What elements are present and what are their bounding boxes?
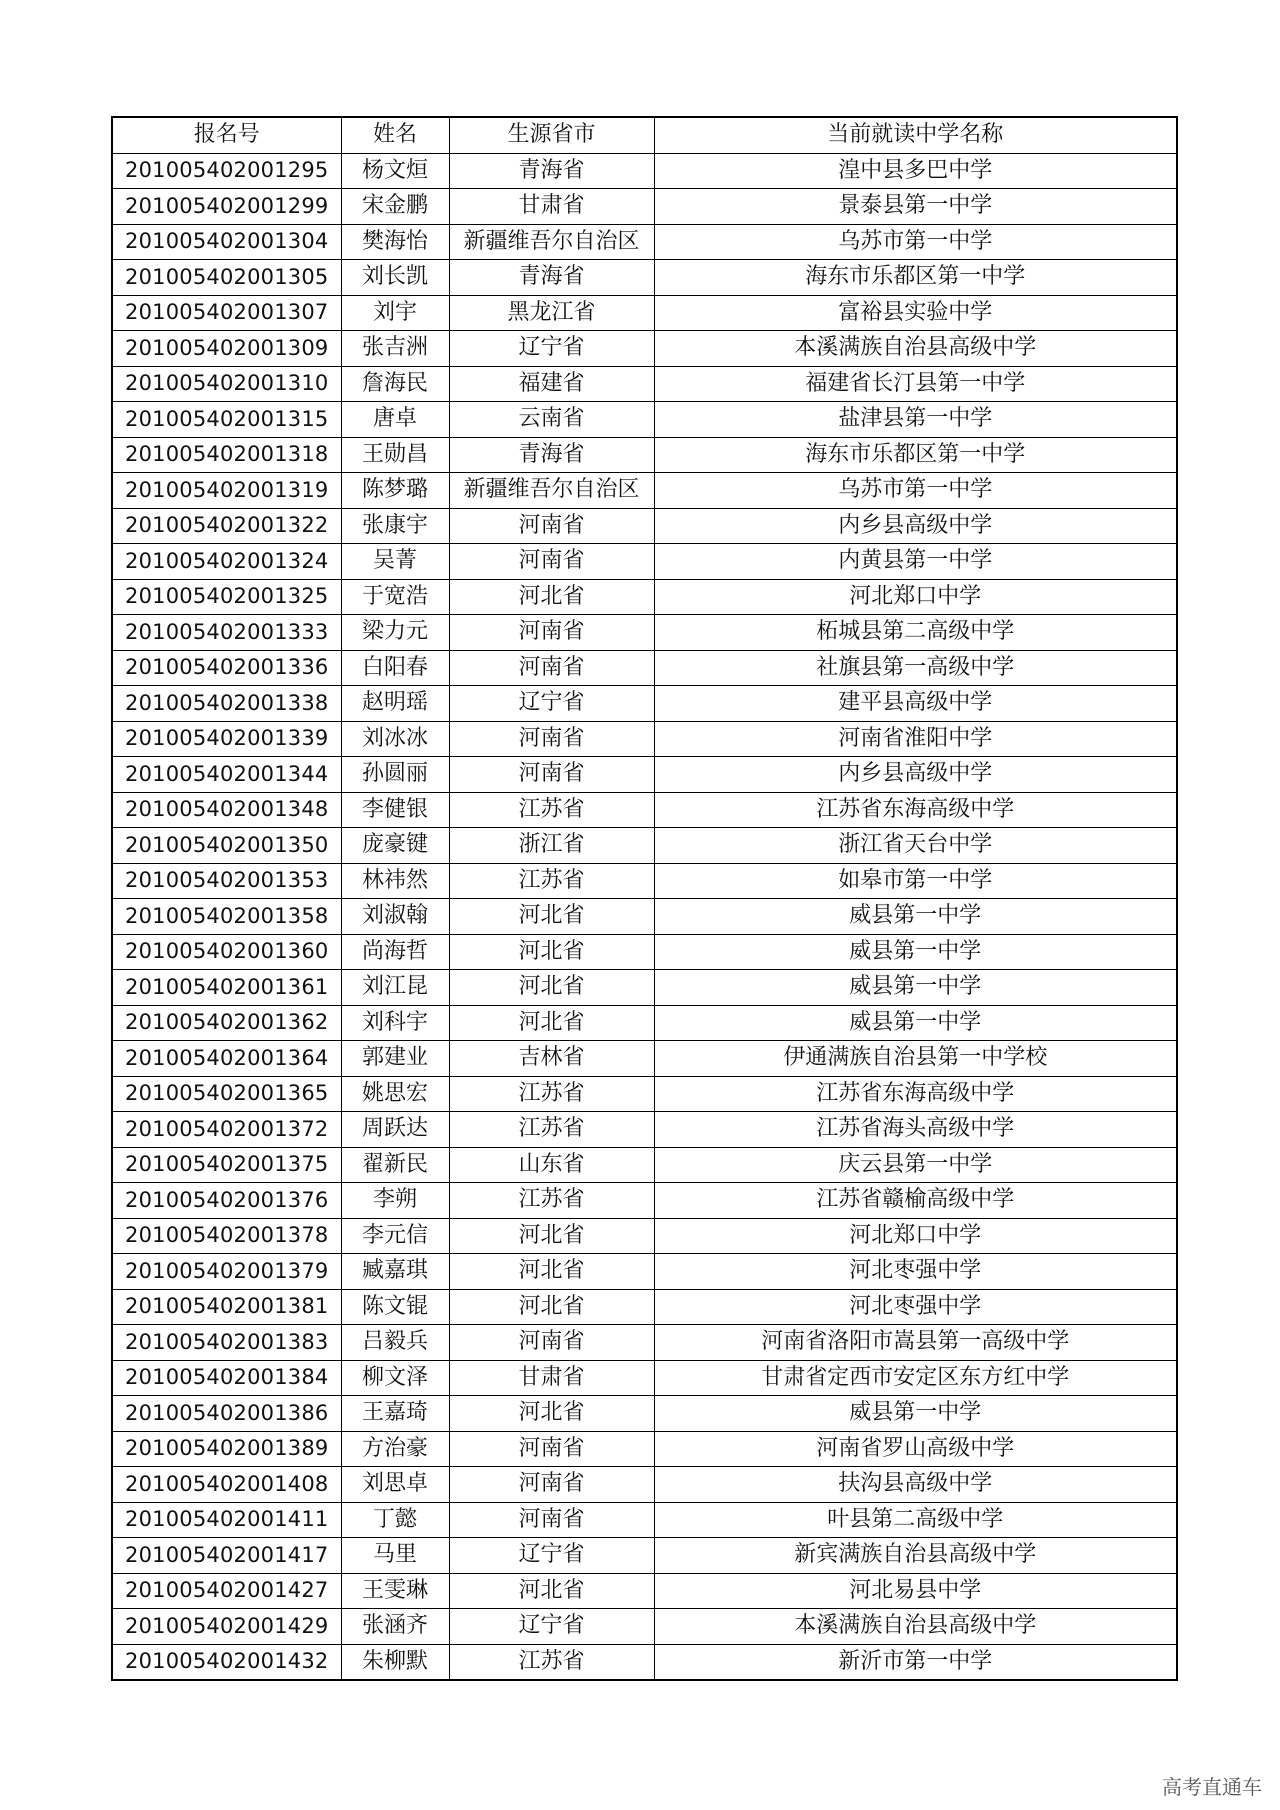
table-header: [112, 117, 1177, 153]
province-cell: 甘肃省: [449, 189, 654, 225]
school-name-cell: 伊通满族自治县第一中学校: [654, 1041, 1177, 1077]
school-name-cell: 新沂市第一中学: [654, 1644, 1177, 1680]
school-name-cell: 河北枣强中学: [654, 1254, 1177, 1290]
table-row: [112, 686, 1177, 722]
province-cell: 河北省: [449, 1005, 654, 1041]
province-cell: 河南省: [449, 615, 654, 651]
registration-number-cell: 201005402001333: [112, 615, 341, 651]
registration-number-cell: 201005402001429: [112, 1609, 341, 1645]
table-row: [112, 757, 1177, 793]
school-name-cell: 建平县高级中学: [654, 686, 1177, 722]
province-cell: 江苏省: [449, 792, 654, 828]
province-cell: 江苏省: [449, 1183, 654, 1219]
school-name-cell: 社旗县第一高级中学: [654, 650, 1177, 686]
table-row: [112, 650, 1177, 686]
school-name-cell: 盐津县第一中学: [654, 402, 1177, 438]
province-cell: 河北省: [449, 1254, 654, 1290]
school-name-cell: 河北郑口中学: [654, 1218, 1177, 1254]
province-cell: 河南省: [449, 1502, 654, 1538]
province-cell: 青海省: [449, 437, 654, 473]
table-row: [112, 1360, 1177, 1396]
student-name-cell: 赵明瑶: [341, 686, 449, 722]
table-body: [112, 153, 1177, 1680]
school-name-cell: 如皋市第一中学: [654, 863, 1177, 899]
registration-number-cell: 201005402001353: [112, 863, 341, 899]
school-name-cell: 湟中县多巴中学: [654, 153, 1177, 189]
student-name-cell: 梁力元: [341, 615, 449, 651]
registration-number-cell: 201005402001348: [112, 792, 341, 828]
province-cell: 河北省: [449, 1289, 654, 1325]
school-name-cell: 威县第一中学: [654, 1005, 1177, 1041]
province-cell: 青海省: [449, 153, 654, 189]
school-name-cell: 河北枣强中学: [654, 1289, 1177, 1325]
registration-number-cell: 201005402001361: [112, 970, 341, 1006]
registration-number-cell: 201005402001310: [112, 366, 341, 402]
registration-number-cell: 201005402001344: [112, 757, 341, 793]
school-name-cell: 内黄县第一中学: [654, 544, 1177, 580]
province-cell: 辽宁省: [449, 1609, 654, 1645]
student-name-cell: 吴菁: [341, 544, 449, 580]
province-cell: 河北省: [449, 1218, 654, 1254]
school-name-cell: 江苏省东海高级中学: [654, 1076, 1177, 1112]
table-row: [112, 366, 1177, 402]
registration-number-cell: 201005402001350: [112, 828, 341, 864]
student-name-cell: 张康宇: [341, 508, 449, 544]
registration-number-cell: 201005402001379: [112, 1254, 341, 1290]
table-row: [112, 970, 1177, 1006]
province-cell: 新疆维吾尔自治区: [449, 224, 654, 260]
province-cell: 辽宁省: [449, 686, 654, 722]
registration-number-cell: 201005402001295: [112, 153, 341, 189]
student-name-cell: 柳文泽: [341, 1360, 449, 1396]
table-row: [112, 579, 1177, 615]
registration-number-cell: 201005402001365: [112, 1076, 341, 1112]
student-name-cell: 陈文锟: [341, 1289, 449, 1325]
student-name-cell: 詹海民: [341, 366, 449, 402]
student-name-cell: 姚思宏: [341, 1076, 449, 1112]
student-name-cell: 孙圆丽: [341, 757, 449, 793]
school-name-cell: 海东市乐都区第一中学: [654, 437, 1177, 473]
province-cell: 河北省: [449, 579, 654, 615]
registration-number-cell: 201005402001432: [112, 1644, 341, 1680]
school-name-cell: 庆云县第一中学: [654, 1147, 1177, 1183]
table-row: [112, 1254, 1177, 1290]
registration-number-cell: 201005402001322: [112, 508, 341, 544]
registration-number-cell: 201005402001384: [112, 1360, 341, 1396]
school-name-cell: 河北郑口中学: [654, 579, 1177, 615]
watermark: 高考直通车: [1162, 1775, 1262, 1799]
registration-number-cell: 201005402001389: [112, 1431, 341, 1467]
school-name-cell: 江苏省海头高级中学: [654, 1112, 1177, 1148]
province-cell: 江苏省: [449, 863, 654, 899]
student-name-cell: 刘淑翰: [341, 899, 449, 935]
registration-number-cell: 201005402001305: [112, 260, 341, 296]
school-name-cell: 柘城县第二高级中学: [654, 615, 1177, 651]
table-row: [112, 402, 1177, 438]
table-row: [112, 1076, 1177, 1112]
school-name-cell: 河南省洛阳市嵩县第一高级中学: [654, 1325, 1177, 1361]
province-cell: 福建省: [449, 366, 654, 402]
registration-number-cell: 201005402001427: [112, 1573, 341, 1609]
table-row: [112, 1325, 1177, 1361]
school-name-cell: 甘肃省定西市安定区东方红中学: [654, 1360, 1177, 1396]
school-name-cell: 威县第一中学: [654, 1396, 1177, 1432]
header-school: 当前就读中学名称: [654, 117, 1177, 153]
registration-number-cell: 201005402001299: [112, 189, 341, 225]
student-name-cell: 刘思卓: [341, 1467, 449, 1503]
student-name-cell: 李朔: [341, 1183, 449, 1219]
registration-number-cell: 201005402001315: [112, 402, 341, 438]
student-name-cell: 王嘉琦: [341, 1396, 449, 1432]
school-name-cell: 本溪满族自治县高级中学: [654, 331, 1177, 367]
student-name-cell: 翟新民: [341, 1147, 449, 1183]
table-row: [112, 331, 1177, 367]
table-row: [112, 1573, 1177, 1609]
student-name-cell: 周跃达: [341, 1112, 449, 1148]
student-name-cell: 刘江昆: [341, 970, 449, 1006]
student-name-cell: 林祎然: [341, 863, 449, 899]
student-name-cell: 尚海哲: [341, 934, 449, 970]
student-name-cell: 樊海怡: [341, 224, 449, 260]
table-row: [112, 721, 1177, 757]
registration-number-cell: 201005402001383: [112, 1325, 341, 1361]
province-cell: 吉林省: [449, 1041, 654, 1077]
registration-number-cell: 201005402001376: [112, 1183, 341, 1219]
table-row: [112, 1609, 1177, 1645]
province-cell: 河北省: [449, 1573, 654, 1609]
table-row: [112, 1502, 1177, 1538]
student-name-cell: 刘长凯: [341, 260, 449, 296]
table-row: [112, 1538, 1177, 1574]
table-row: [112, 1112, 1177, 1148]
province-cell: 青海省: [449, 260, 654, 296]
province-cell: 河北省: [449, 934, 654, 970]
province-cell: 江苏省: [449, 1644, 654, 1680]
province-cell: 河北省: [449, 899, 654, 935]
student-name-cell: 刘科宇: [341, 1005, 449, 1041]
student-name-cell: 李元信: [341, 1218, 449, 1254]
table-row: [112, 473, 1177, 509]
table-row: [112, 934, 1177, 970]
school-name-cell: 江苏省东海高级中学: [654, 792, 1177, 828]
header-province: 生源省市: [449, 117, 654, 153]
student-name-cell: 刘冰冰: [341, 721, 449, 757]
school-name-cell: 景泰县第一中学: [654, 189, 1177, 225]
table-row: [112, 1289, 1177, 1325]
province-cell: 河南省: [449, 544, 654, 580]
school-name-cell: 扶沟县高级中学: [654, 1467, 1177, 1503]
school-name-cell: 海东市乐都区第一中学: [654, 260, 1177, 296]
school-name-cell: 本溪满族自治县高级中学: [654, 1609, 1177, 1645]
school-name-cell: 福建省长汀县第一中学: [654, 366, 1177, 402]
school-name-cell: 威县第一中学: [654, 970, 1177, 1006]
province-cell: 河南省: [449, 650, 654, 686]
province-cell: 江苏省: [449, 1112, 654, 1148]
table-row: [112, 260, 1177, 296]
province-cell: 河南省: [449, 757, 654, 793]
registration-number-cell: 201005402001408: [112, 1467, 341, 1503]
enrollment-table: [111, 116, 1178, 1681]
school-name-cell: 河南省淮阳中学: [654, 721, 1177, 757]
province-cell: 辽宁省: [449, 331, 654, 367]
school-name-cell: 威县第一中学: [654, 934, 1177, 970]
student-name-cell: 李健银: [341, 792, 449, 828]
school-name-cell: 河北易县中学: [654, 1573, 1177, 1609]
table-row: [112, 863, 1177, 899]
school-name-cell: 内乡县高级中学: [654, 757, 1177, 793]
student-name-cell: 于宽浩: [341, 579, 449, 615]
student-name-cell: 唐卓: [341, 402, 449, 438]
province-cell: 甘肃省: [449, 1360, 654, 1396]
registration-number-cell: 201005402001304: [112, 224, 341, 260]
province-cell: 河南省: [449, 508, 654, 544]
school-name-cell: 威县第一中学: [654, 899, 1177, 935]
student-name-cell: 宋金鹏: [341, 189, 449, 225]
school-name-cell: 江苏省赣榆高级中学: [654, 1183, 1177, 1219]
school-name-cell: 内乡县高级中学: [654, 508, 1177, 544]
table-row: [112, 437, 1177, 473]
school-name-cell: 乌苏市第一中学: [654, 473, 1177, 509]
student-name-cell: 陈梦璐: [341, 473, 449, 509]
registration-number-cell: 201005402001375: [112, 1147, 341, 1183]
table-row: [112, 1183, 1177, 1219]
school-name-cell: 浙江省天台中学: [654, 828, 1177, 864]
table-row: [112, 153, 1177, 189]
header-row: [112, 117, 1177, 153]
table-row: [112, 1396, 1177, 1432]
school-name-cell: 乌苏市第一中学: [654, 224, 1177, 260]
registration-number-cell: 201005402001378: [112, 1218, 341, 1254]
table-row: [112, 792, 1177, 828]
registration-number-cell: 201005402001362: [112, 1005, 341, 1041]
registration-number-cell: 201005402001360: [112, 934, 341, 970]
header-registration-number: 报名号: [112, 117, 341, 153]
table-row: [112, 899, 1177, 935]
table-row: [112, 1431, 1177, 1467]
province-cell: 黑龙江省: [449, 295, 654, 331]
table-row: [112, 1218, 1177, 1254]
registration-number-cell: 201005402001358: [112, 899, 341, 935]
registration-number-cell: 201005402001339: [112, 721, 341, 757]
table-row: [112, 1147, 1177, 1183]
province-cell: 云南省: [449, 402, 654, 438]
province-cell: 河北省: [449, 1396, 654, 1432]
table-row: [112, 615, 1177, 651]
student-name-cell: 白阳春: [341, 650, 449, 686]
school-name-cell: 河南省罗山高级中学: [654, 1431, 1177, 1467]
table-row: [112, 508, 1177, 544]
registration-number-cell: 201005402001336: [112, 650, 341, 686]
student-name-cell: 吕毅兵: [341, 1325, 449, 1361]
table-row: [112, 544, 1177, 580]
student-name-cell: 张涵齐: [341, 1609, 449, 1645]
table-row: [112, 1467, 1177, 1503]
registration-number-cell: 201005402001318: [112, 437, 341, 473]
registration-number-cell: 201005402001319: [112, 473, 341, 509]
province-cell: 浙江省: [449, 828, 654, 864]
province-cell: 河南省: [449, 721, 654, 757]
registration-number-cell: 201005402001324: [112, 544, 341, 580]
province-cell: 江苏省: [449, 1076, 654, 1112]
student-name-cell: 王雯琳: [341, 1573, 449, 1609]
table-row: [112, 1041, 1177, 1077]
registration-number-cell: 201005402001309: [112, 331, 341, 367]
table-row: [112, 295, 1177, 331]
province-cell: 新疆维吾尔自治区: [449, 473, 654, 509]
table-row: [112, 189, 1177, 225]
school-name-cell: 富裕县实验中学: [654, 295, 1177, 331]
table-row: [112, 224, 1177, 260]
table-row: [112, 828, 1177, 864]
province-cell: 辽宁省: [449, 1538, 654, 1574]
registration-number-cell: 201005402001364: [112, 1041, 341, 1077]
student-name-cell: 臧嘉琪: [341, 1254, 449, 1290]
school-name-cell: 叶县第二高级中学: [654, 1502, 1177, 1538]
header-name: 姓名: [341, 117, 449, 153]
registration-number-cell: 201005402001381: [112, 1289, 341, 1325]
province-cell: 河北省: [449, 970, 654, 1006]
registration-number-cell: 201005402001411: [112, 1502, 341, 1538]
registration-number-cell: 201005402001372: [112, 1112, 341, 1148]
student-name-cell: 郭建业: [341, 1041, 449, 1077]
student-name-cell: 张吉洲: [341, 331, 449, 367]
registration-number-cell: 201005402001417: [112, 1538, 341, 1574]
student-name-cell: 杨文烜: [341, 153, 449, 189]
registration-number-cell: 201005402001307: [112, 295, 341, 331]
province-cell: 河南省: [449, 1467, 654, 1503]
registration-number-cell: 201005402001386: [112, 1396, 341, 1432]
student-name-cell: 马里: [341, 1538, 449, 1574]
province-cell: 河南省: [449, 1325, 654, 1361]
province-cell: 河南省: [449, 1431, 654, 1467]
registration-number-cell: 201005402001325: [112, 579, 341, 615]
school-name-cell: 新宾满族自治县高级中学: [654, 1538, 1177, 1574]
province-cell: 山东省: [449, 1147, 654, 1183]
table-row: [112, 1644, 1177, 1680]
student-name-cell: 方治豪: [341, 1431, 449, 1467]
student-name-cell: 朱柳默: [341, 1644, 449, 1680]
student-name-cell: 庞豪键: [341, 828, 449, 864]
table-row: [112, 1005, 1177, 1041]
student-name-cell: 王勋昌: [341, 437, 449, 473]
student-name-cell: 丁懿: [341, 1502, 449, 1538]
registration-number-cell: 201005402001338: [112, 686, 341, 722]
student-name-cell: 刘宇: [341, 295, 449, 331]
